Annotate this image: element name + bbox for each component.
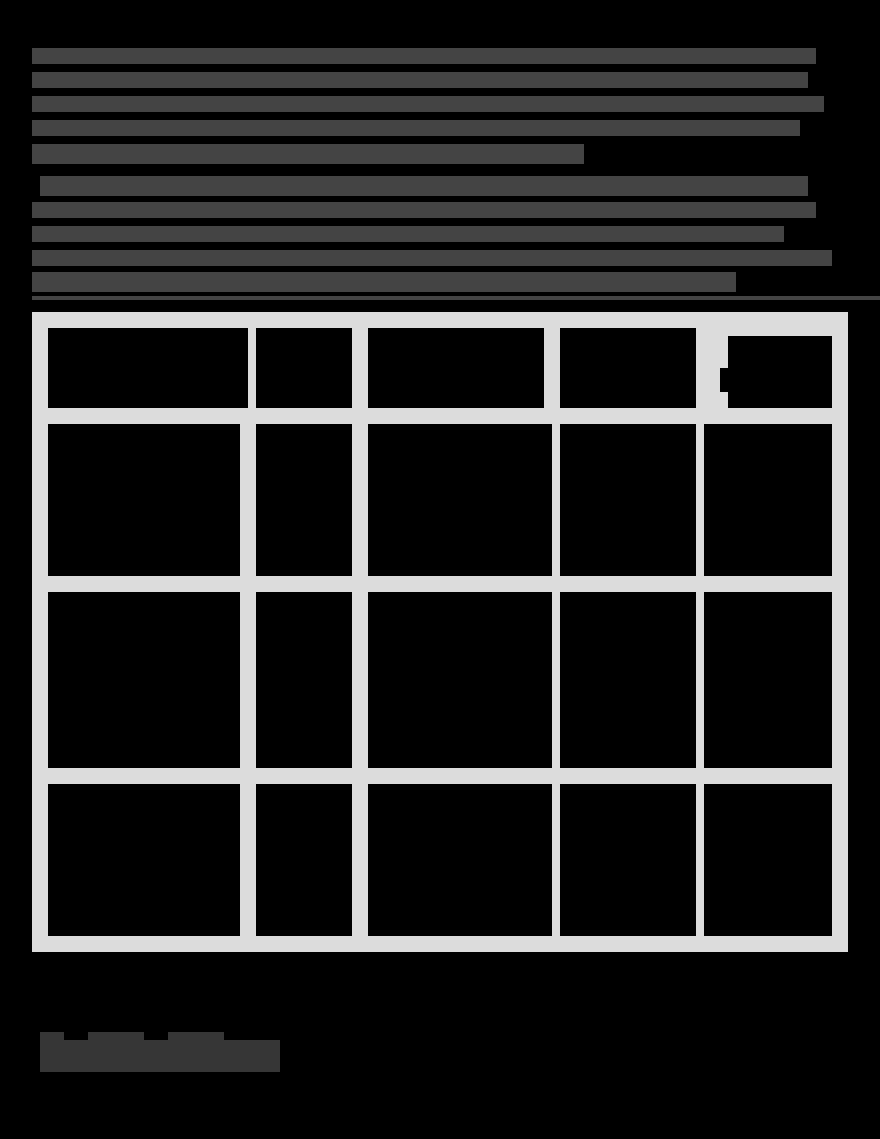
table-cell [704, 424, 832, 576]
heading-glyph-gap [144, 1032, 168, 1040]
table-cell [256, 424, 352, 576]
text-line [32, 272, 736, 292]
table-header-cell [256, 328, 352, 408]
table-header-cell [560, 328, 696, 408]
section-heading [40, 1032, 280, 1072]
table-header-cell [368, 328, 544, 408]
text-line [32, 250, 832, 266]
table-cell [368, 784, 552, 936]
heading-glyph-gap [248, 1032, 280, 1040]
text-line [32, 120, 800, 136]
text-line [32, 202, 816, 218]
heading-glyph-gap [64, 1032, 88, 1040]
table-cell [560, 784, 696, 936]
text-line [32, 72, 808, 88]
table-cell [560, 592, 696, 768]
text-line [32, 144, 584, 164]
table-header-cell-notch [720, 368, 728, 392]
table-cell [368, 592, 552, 768]
table-cell [48, 592, 240, 768]
table-cell [256, 592, 352, 768]
paragraph-underline [32, 296, 880, 300]
text-line [32, 226, 784, 242]
table-cell [560, 424, 696, 576]
table-cell [704, 592, 832, 768]
table-cell [48, 784, 240, 936]
table-cell [256, 784, 352, 936]
text-line [32, 48, 816, 64]
table-header-cell [48, 328, 248, 408]
paragraph-2 [32, 172, 832, 296]
text-line [40, 176, 808, 196]
data-table [32, 312, 848, 952]
table-cell [704, 784, 832, 936]
paragraph-1 [32, 40, 832, 168]
table-cell [368, 424, 552, 576]
table-cell [48, 424, 240, 576]
text-line [32, 96, 824, 112]
table-header-cell [728, 336, 832, 408]
heading-glyph-gap [224, 1032, 248, 1040]
